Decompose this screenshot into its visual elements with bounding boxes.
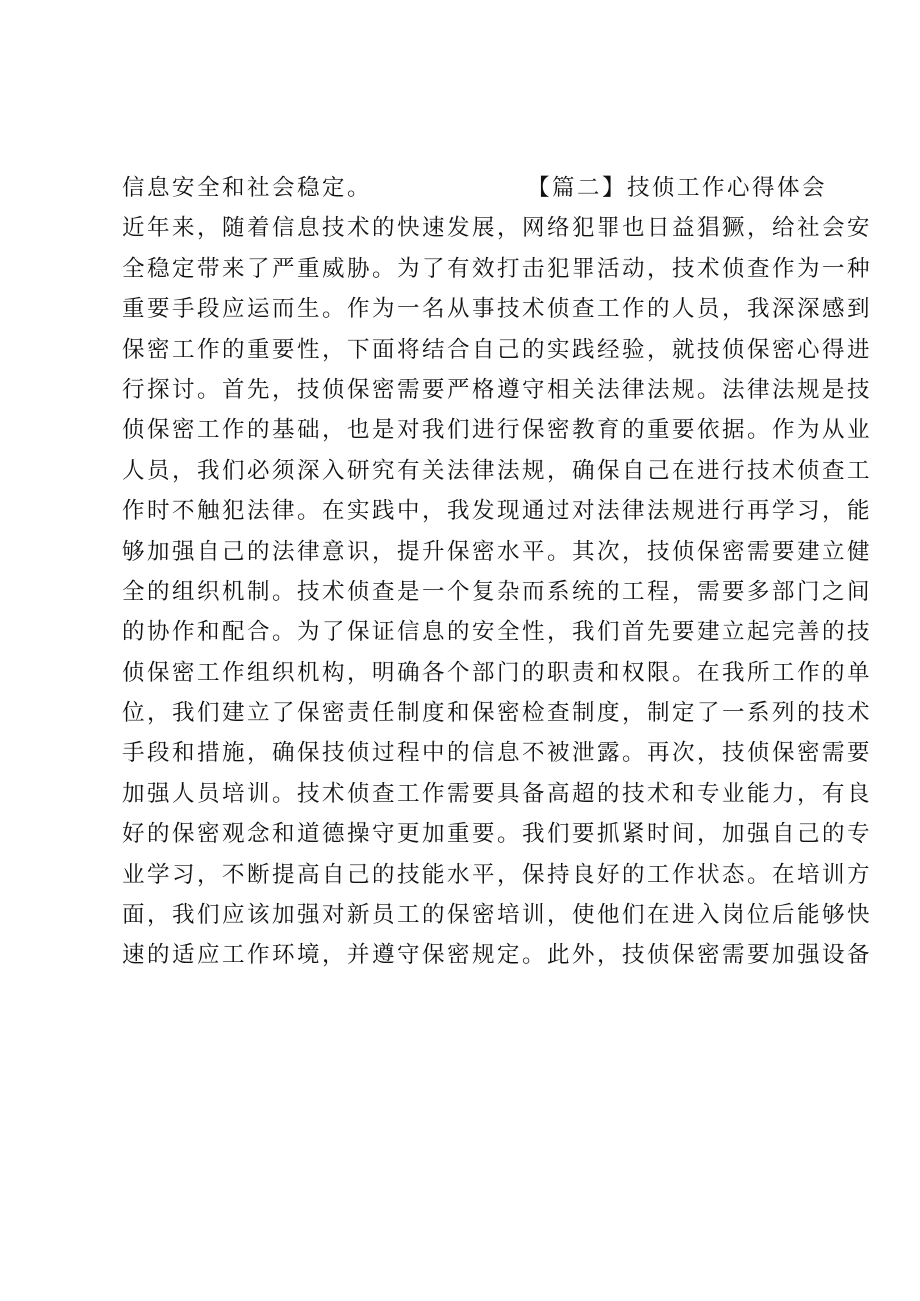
body-line: 手段和措施，确保技侦过程中的信息不被泄露。再次，技侦保密需要: [122, 740, 873, 767]
document-body: [122, 168, 873, 976]
body-line: 近年来，随着信息技术的快速发展，网络犯罪也日益猖獗，给社会安: [122, 215, 873, 242]
body-line: 速的适应工作环境，并遵守保密规定。此外，技侦保密需要加强设备: [122, 942, 873, 969]
body-line: 重要手段应运而生。作为一名从事技术侦查工作的人员，我深深感到: [122, 296, 873, 323]
opening-fragment: 信息安全和社会稳定。: [122, 175, 373, 201]
body-line: 加强人员培训。技术侦查工作需要具备高超的技术和专业能力，有良: [122, 780, 873, 807]
body-line: 侦保密工作组织机构，明确各个部门的职责和权限。在我所工作的单: [122, 659, 873, 686]
body-line: 位，我们建立了保密责任制度和保密检查制度，制定了一系列的技术: [122, 700, 873, 727]
body-line: 面，我们应该加强对新员工的保密培训，使他们在进入岗位后能够快: [122, 902, 873, 929]
body-paragraph: [122, 208, 873, 975]
section-heading: 【篇二】技侦工作心得体会: [527, 175, 828, 201]
first-line: [122, 168, 828, 208]
body-line: 的协作和配合。为了保证信息的安全性，我们首先要建立起完善的技: [122, 619, 873, 646]
body-line: 好的保密观念和道德操守更加重要。我们要抓紧时间，加强自己的专: [122, 821, 873, 848]
body-line: 作时不触犯法律。在实践中，我发现通过对法律法规进行再学习，能: [122, 498, 873, 525]
body-line: 侦保密工作的基础，也是对我们进行保密教育的重要依据。作为从业: [122, 417, 873, 444]
body-line: 全稳定带来了严重威胁。为了有效打击犯罪活动，技术侦查作为一种: [122, 255, 873, 282]
body-line: 人员，我们必须深入研究有关法律法规，确保自己在进行技术侦查工: [122, 457, 873, 484]
body-line: 够加强自己的法律意识，提升保密水平。其次，技侦保密需要建立健: [122, 538, 873, 565]
body-line: 全的组织机制。技术侦查是一个复杂而系统的工程，需要多部门之间: [122, 578, 873, 605]
body-line: 业学习，不断提高自己的技能水平，保持良好的工作状态。在培训方: [122, 861, 873, 888]
body-line: 行探讨。首先，技侦保密需要严格遵守相关法律法规。法律法规是技: [122, 376, 873, 403]
body-line: 保密工作的重要性，下面将结合自己的实践经验，就技侦保密心得进: [122, 336, 873, 363]
